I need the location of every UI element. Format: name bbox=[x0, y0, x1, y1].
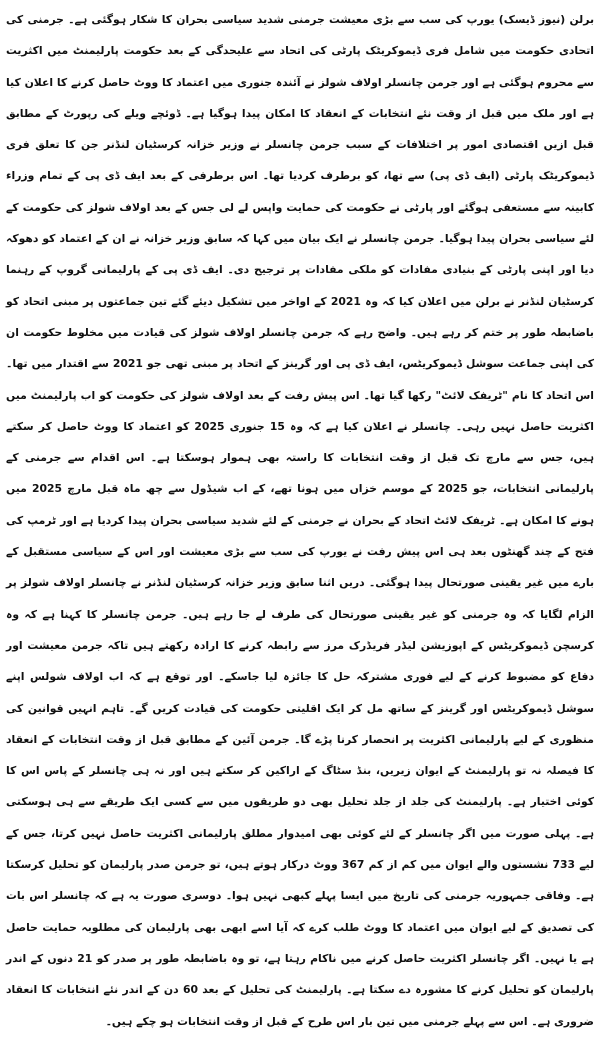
article-body: برلن (نیوز ڈیسک) یورپ کی سب سے بڑی معیشت جرمنی شدید سیاسی بحران کا شکار ہوگئی ہے۔ جرمنی کی اتحادی حکومت میں شامل فری ڈیموکریٹک پارٹی کی اتحاد سے علیحدگی کے بعد حکومت پارلیمنٹ میں اکثریت سے محروم ہوگئی ہے اور جرمن چانسلر اولاف شولز نے آئندہ جنوری میں اعتماد کا ووٹ حاصل کرنے کا اعلان کیا ہے اور ملک میں قبل از وقت نئے انتخابات کے انعقاد کا امکان پیدا ہوگیا ہے۔ ڈوئچے ویلے کی رپورٹ کے مطابق قبل ازیں اقتصادی امور پر اختلافات کے سبب جرمن چانسلر نے وزیر خزانہ کرسٹیان لنڈنر جن کا تعلق فری ڈیموکریٹک پارٹی (ایف ڈی پی) سے تھا، کو برطرف کردیا تھا۔ اس برطرفی کے بعد ایف ڈی پی کے تمام وزراء کابینہ سے مستعفی ہوگئے اور پارٹی نے حکومت کی حمایت واپس لے لی جس کے بعد اولاف شولز کی حکومت کے لئے سیاسی بحران پیدا ہوگیا۔ جرمن چانسلر نے ایک بیان میں کہا کہ سابق وزیر خزانہ نے ان کے اعتماد کو دھوکہ دیا اور اپنی پارٹی کے بنیادی مفادات کو ملکی مفادات پر ترجیح دی۔ ایف ڈی پی کے پارلیمانی گروپ کے رہنما کرسٹیان لنڈنر نے برلن میں اعلان کیا کہ وہ 2021 کے اواخر میں تشکیل دیئے گئے تین جماعتوں پر مبنی اتحاد کو باضابطہ طور پر ختم کر رہے ہیں۔ واضح رہے کہ جرمن چانسلر اولاف شولز کی قیادت میں مخلوط حکومت ان کی اپنی جماعت سوشل ڈیموکریٹس، ایف ڈی پی اور گرینز کے اتحاد پر مبنی تھی جو 2021 سے اقتدار میں تھا۔ اس اتحاد کا نام "ٹریفک لائٹ" رکھا گیا تھا۔ اس پیش رفت کے بعد اولاف شولز کی حکومت کو اب پارلیمنٹ میں اکثریت حاصل نہیں رہی۔ چانسلر نے اعلان کیا ہے کہ وہ 15 جنوری 2025 کو اعتماد کا ووٹ حاصل کر سکتے ہیں، جس سے مارچ تک قبل از وقت انتخابات کا راستہ بھی ہموار ہوسکتا ہے۔ اس اقدام سے جرمنی کے پارلیمانی انتخابات، جو 2025 کے موسم خزاں میں ہونا تھے، کے اب شیڈول سے چھ ماہ قبل مارچ 2025 میں ہونے کا امکان ہے۔ ٹریفک لائٹ اتحاد کے بحران نے جرمنی کے لئے شدید سیاسی بحران پیدا کردیا ہے اور ٹرمپ کی فتح کے چند گھنٹوں بعد ہی اس پیش رفت نے یورپ کی سب سے بڑی معیشت اور اس کے سیاسی مستقبل کے بارے میں غیر یقینی صورتحال پیدا ہوگئی۔ دریں اثنا سابق وزیر خزانہ کرسٹیان لنڈنر نے چانسلر اولاف شولز پر الزام لگایا کہ وہ جرمنی کو غیر یقینی صورتحال کی طرف لے جا رہے ہیں۔ جرمن چانسلر کا کہنا ہے کہ وہ کرسچن ڈیموکریٹس کے اپوزیشن لیڈر فریڈرک مرز سے رابطہ کرنے کا ارادہ رکھتے ہیں تاکہ جرمن معیشت اور دفاع کو مضبوط کرنے کے لیے فوری مشترکہ حل کا جائزہ لیا جاسکے۔ اور توقع ہے کہ اب اولاف شولس اپنے سوشل ڈیموکریٹس اور گرینز کے ساتھ مل کر ایک اقلیتی حکومت کی قیادت کریں گے۔ تاہم انہیں قوانین کی منظوری کے لیے پارلیمانی اکثریت پر انحصار کرنا پڑے گا۔ جرمن آئین کے مطابق قبل از وقت انتخابات کے انعقاد کا فیصلہ نہ تو پارلیمنٹ کے ایوان زیریں، بنڈ سٹاگ کے اراکین کر سکتے ہیں اور نہ ہی چانسلر کے پاس اس کا کوئی اختیار ہے۔ پارلیمنٹ کی جلد از جلد تحلیل بھی دو طریقوں میں سے کسی ایک طریقے سے ہی ہوسکتی ہے۔ پہلی صورت میں اگر چانسلر کے لئے کوئی بھی امیدوار مطلق پارلیمانی اکثریت حاصل نہیں کرتا، جس کے لیے 733 نشستوں والے ایوان میں کم از کم 367 ووٹ درکار ہوتے ہیں، تو جرمن صدر پارلیمان کو تحلیل کرسکتا ہے۔ وفاقی جمہوریہ جرمنی کی تاریخ میں ایسا پہلے کبھی نہیں ہوا۔ دوسری صورت یہ ہے کہ چانسلر اس بات کی تصدیق کے لیے ایوان میں اعتماد کا ووٹ طلب کرے کہ آیا اسے ابھی بھی پارلیمان کی مطلوبہ حمایت حاصل ہے یا نہیں۔ اگر چانسلر اکثریت حاصل کرنے میں ناکام رہتا ہے، تو وہ باضابطہ طور پر صدر کو 21 دنوں کے اندر پارلیمان کو تحلیل کرنے کا مشورہ دے سکتا ہے۔ پارلیمنٹ کی تحلیل کے بعد 60 دن کے اندر نئے انتخابات کا انعقاد ضروری ہے۔ اس سے پہلے جرمنی میں تین بار اس طرح کے قبل از وقت انتخابات ہو چکے ہیں۔ bbox=[6, 13, 595, 1028]
